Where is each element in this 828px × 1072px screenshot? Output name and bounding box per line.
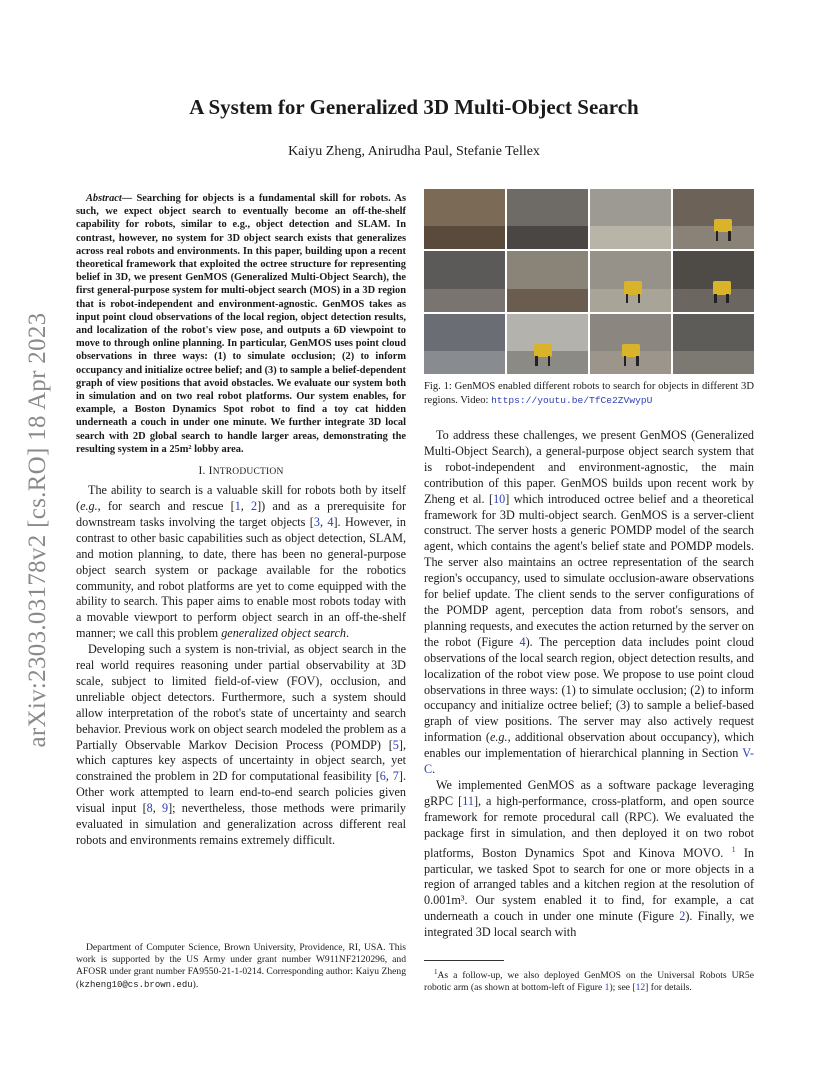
figure-photo-tile [424, 314, 505, 374]
photo-floor [673, 351, 754, 374]
footnote-1: $^1$As a follow-up, we also deployed GenMOS on the Universal Robots UR5e robotic arm (as shown at bottom-left of Figure 1); see [12] for details. [424, 968, 754, 994]
figure-link[interactable]: 1 [604, 982, 610, 994]
citation-link[interactable]: 1 [234, 498, 241, 513]
paper-title: A System for Generalized 3D Multi-Object Search [189, 95, 639, 119]
photo-floor [507, 289, 588, 312]
figure-1-photo-grid [424, 189, 754, 374]
photo-floor [590, 226, 671, 249]
robot-leg [728, 231, 730, 241]
citation-link[interactable]: 11 [462, 793, 474, 808]
citation-link[interactable]: 7 [392, 769, 399, 784]
citation-link[interactable]: 5 [392, 737, 399, 752]
citation-link[interactable]: 10 [493, 491, 506, 506]
photo-floor [424, 351, 505, 374]
right-column [424, 428, 754, 941]
figure-photo-tile [424, 251, 505, 311]
section-link[interactable]: V-C [424, 746, 754, 777]
author-email[interactable]: kzheng10@cs.brown.edu [79, 979, 193, 990]
affiliation-footnote: Department of Computer Science, Brown University, Providence, RI, USA. This work is supported by the US Army under grant number W911NF2120296, and AFOSR under grant number FA9550-21-1-0214. Corresponding author: Kaiyu Zheng (kzheng10@cs.brown.edu). [76, 942, 406, 990]
figure-1-caption: Fig. 1: GenMOS enabled different robots to search for objects in different 3D regions. Video: https://youtu.be/TfCe2ZVwypU [424, 381, 754, 406]
citation-link[interactable]: 3 [313, 514, 320, 529]
figure-photo-tile [673, 189, 754, 249]
footnote-mark: 1 [434, 968, 438, 976]
robot-leg [636, 356, 638, 366]
citation-link[interactable]: 12 [635, 982, 646, 994]
section-heading-initial: I [208, 465, 213, 478]
abstract [76, 192, 406, 456]
intro-paragraph-1: The ability to search is a valuable skill for robots both by itself (e.g., for search and rescue [1, 2]) and as a prerequisite for downstream tasks involving the target objects [3, 4]. However, in contrast to other basic capabilities such as object detection, SLAM, and motion planning, to date, there has been no general-purpose object search system or package available for the robotics community, and robot platforms are yet to come equipped with the ability to search. This paper aims to enable most robots today with a movable viewport to perform object search in an off-the-shelf manner; we call this problem generalized object search. [76, 483, 407, 641]
citation-link[interactable]: 8 [146, 801, 153, 816]
photo-floor [424, 289, 505, 312]
citation-link[interactable]: 2 [251, 498, 258, 513]
robot-leg [548, 356, 550, 366]
footnote-marker[interactable]: 1 [731, 844, 736, 854]
figure-photo-tile [590, 189, 671, 249]
intro-paragraph-3: To address these challenges, we present GenMOS (Generalized Multi-Object Search), a general-purpose object search system that is robot-independent and environment-agnostic, the main contribution of this paper. GenMOS builds upon recent work by Zheng et al. [10] which introduced octree belief and a theoretical framework for 3D multi-object search. GenMOS is a server-client construct. The server hosts a generic POMDP model of the search agent, which contains the agent's belief state and POMDP models. The server also maintains an octree representation of the search region's occupancy, used to simulate occlusion-aware observations for belief update. The client sends to the server configurations of the POMDP agent, perception data from robot's sensors, and planning requests, and executes the action returned by the server on the robot (Figure 4). The perception data includes point cloud observations of the local search region, object detection results, and localization of the robot view pose. We propose to use point cloud observations in three ways: (1) to simulate occlusion; (2) to inform occupancy and initialize octree belief; (3) to sample a belief-based graph of view positions. The server may also actively request information (e.g., additional observation about occupancy), which enables our implementation of hierarchical planning in Section V-C. [424, 428, 754, 777]
robot-leg [714, 294, 716, 304]
intro-paragraph-2: Developing such a system is non-trivial, as object search in the real world requires reasoning under partial observability at 3D scale, subject to limited field-of-view (FOV), occlusion, and unreliable object detectors. Furthermore, such a system should allow interpretation of the robot's state of uncertainty and search behavior. Previous work on object search modeled the problem as a Partially Observable Markov Decision Process (POMDP) [5], which captures key aspects of uncertainty in object search, yet constrained the problem in 2D for computational feasibility [6, 7]. Other work attempted to learn end-to-end search policies given visual input [8, 9]; nevertheless, those methods were primarily evaluated in simulation and generalization across different real robots and environments remains extremely difficult. [76, 642, 406, 847]
arxiv-identifier: arXiv:2303.03178v2 [cs.RO] 18 Apr 2023 [24, 312, 51, 748]
robot-leg [626, 294, 628, 304]
citation-link[interactable]: 6 [379, 769, 386, 784]
figure-photo-tile [507, 189, 588, 249]
figure-photo-tile [507, 251, 588, 311]
figure-photo-tile [507, 314, 588, 374]
abstract-label: Abstract [86, 193, 122, 204]
citation-link[interactable]: 4 [327, 514, 334, 529]
figure-link[interactable]: 4 [519, 634, 526, 649]
author-list: Kaiyu Zheng, Anirudha Paul, Stefanie Tellex [288, 144, 540, 159]
robot-leg [535, 356, 537, 366]
section-numeral: I. [198, 465, 206, 478]
figure-photo-tile [424, 189, 505, 249]
section-heading-rest: NTRODUCTION [212, 467, 284, 478]
robot-leg [716, 231, 718, 241]
photo-floor [424, 226, 505, 249]
intro-paragraph-4: We implemented GenMOS as a software package leveraging gRPC [11], a high-performance, cross-platform, and open source framework for remote procedural call (RPC). We evaluated the package first in simulation, and then deployed it on two robot platforms, Boston Dynamics Spot and Kinova MOVO. $^1$ In particular, we tasked Spot to search for one or more objects in a region of arranged tables and a kitchen region at the resolution of 0.001m³. Our system enabled it to find, for example, a cat underneath a couch in under one minute (Figure 2). Finally, we integrated 3D local search with [424, 777, 754, 940]
figure-photo-tile [590, 314, 671, 374]
figure-photo-tile [673, 251, 754, 311]
robot-leg [726, 294, 728, 304]
left-column [76, 192, 406, 849]
robot-leg [624, 356, 626, 366]
photo-floor [507, 226, 588, 249]
figure-photo-tile [673, 314, 754, 374]
citation-link[interactable]: 9 [162, 801, 169, 816]
video-link[interactable]: https://youtu.be/TfCe2ZVwypU [491, 394, 653, 406]
abstract-text: — Searching for objects is a fundamental skill for robots. As such, we expect object search to eventually become an off-the-shelf capability for robots, similar to e.g., object detection and SLAM. In contrast, however, no system for 3D object search exists that generalizes across real robots and environments. In this paper, building upon a recent theoretical framework that exploited the octree structure for representing belief in 3D, we present GenMOS (Generalized Multi-Object Search), the first general-purpose system for multi-object search (MOS) in a 3D region that is robot-independent and environment-agnostic. GenMOS takes as input point cloud observations of the local region, object detection results, and localization of the robot's view pose, and outputs a 6D viewpoint to move to through online planning. In particular, GenMOS uses point cloud observations in three ways: (1) to simulate occlusion; (2) to inform occupancy and initialize octree belief; and (3) to sample a belief-dependent graph of view positions that avoid obstacles. We evaluate our system both in simulation and on two real robot platforms. Our system enables, for example, a Boston Dynamics Spot robot to find a toy cat hidden underneath a couch in under one minute. We further integrate 3D local search with 2D global search to handle larger areas, demonstrating the resulting system in a 25m² lobby area. [76, 193, 406, 455]
section-heading-introduction [76, 465, 406, 477]
footnote-divider [424, 960, 504, 961]
figure-photo-tile [590, 251, 671, 311]
robot-leg [638, 294, 640, 304]
figure-link[interactable]: 2 [679, 909, 686, 924]
